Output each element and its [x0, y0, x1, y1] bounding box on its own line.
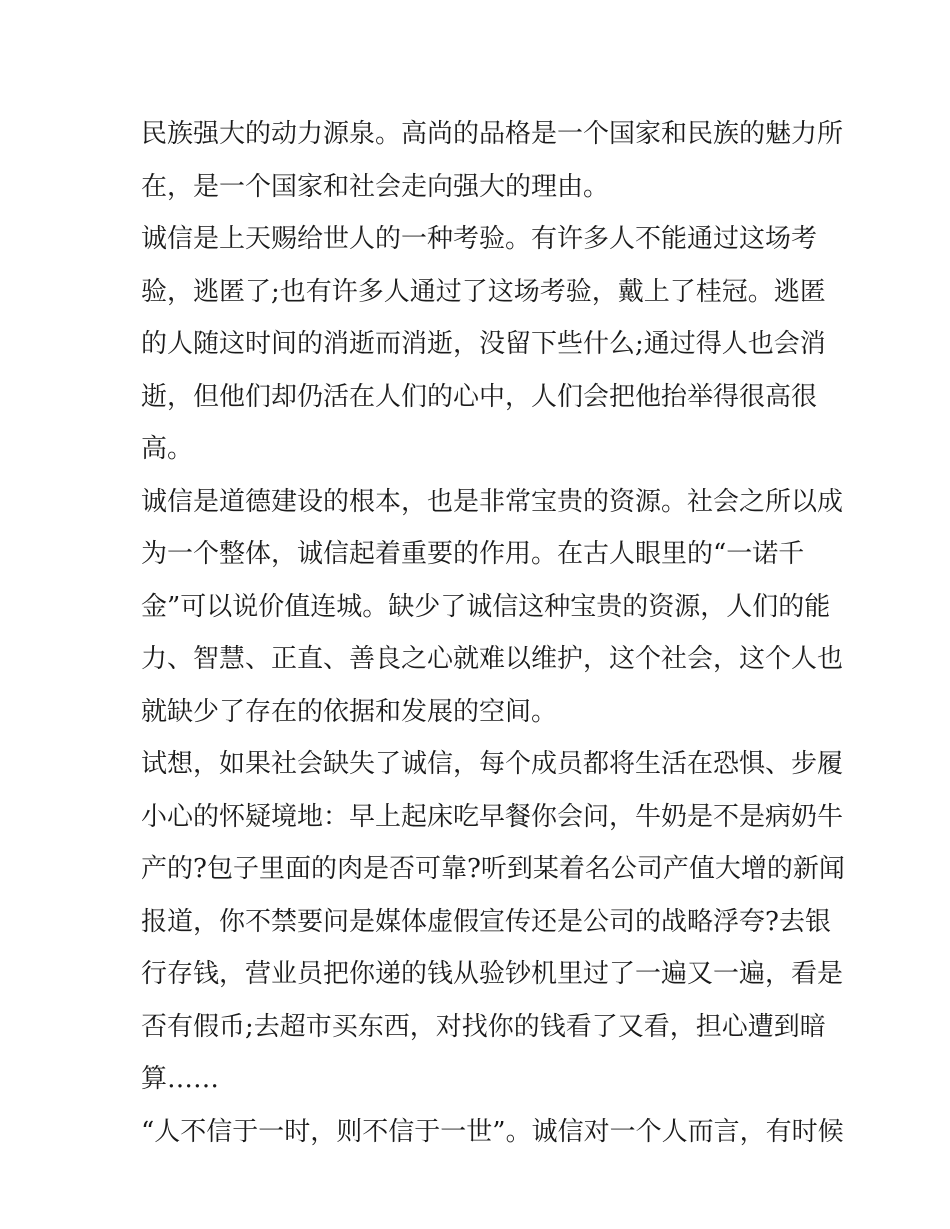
- text-line: 验，逃匿了;也有许多人通过了这场考验，戴上了桂冠。逃匿: [141, 276, 826, 307]
- text-line: 否有假币;去超市买东西，对找你的钱看了又看，担心遭到暗: [141, 1011, 826, 1042]
- text-line: 高。: [141, 434, 194, 464]
- text-line: 产的?包子里面的肉是否可靠?听到某着名公司产值大增的新闻: [141, 854, 845, 884]
- body-text: [141, 108, 845, 1158]
- text-line: 民族强大的动力源泉。高尚的品格是一个国家和民族的魅力所: [141, 119, 844, 149]
- text-line: 算……: [141, 1064, 220, 1094]
- text-line: 的人随这时间的消逝而消逝，没留下些什么;通过得人也会消: [141, 329, 826, 359]
- text-line: 小心的怀疑境地：早上起床吃早餐你会问，牛奶是不是病奶牛: [141, 801, 844, 832]
- text-line: 为一个整体，诚信起着重要的作用。在古人眼里的“一诺千: [141, 539, 805, 569]
- text-line: 行存钱，营业员把你递的钱从验钞机里过了一遍又一遍，看是: [141, 959, 844, 989]
- text-line: 力、智慧、正直、善良之心就难以维护，这个社会，这个人也: [141, 644, 844, 674]
- text-line: 在，是一个国家和社会走向强大的理由。: [141, 171, 610, 202]
- text-line: 诚信是道德建设的根本，也是非常宝贵的资源。社会之所以成: [141, 486, 844, 517]
- text-line: 就缺少了存在的依据和发展的空间。: [141, 696, 558, 727]
- text-line: 逝，但他们却仍活在人们的心中，人们会把他抬举得很高很: [141, 381, 818, 412]
- text-line: “人不信于一时，则不信于一世”。诚信对一个人而言，有时候: [141, 1116, 844, 1147]
- text-line: 诚信是上天赐给世人的一种考验。有许多人不能通过这场考: [141, 224, 818, 254]
- text-line: 报道，你不禁要问是媒体虚假宣传还是公司的战略浮夸?去银: [141, 906, 831, 937]
- text-line: 试想，如果社会缺失了诚信，每个成员都将生活在恐惧、步履: [141, 749, 844, 779]
- text-line: 金”可以说价值连城。缺少了诚信这种宝贵的资源，人们的能: [141, 591, 831, 622]
